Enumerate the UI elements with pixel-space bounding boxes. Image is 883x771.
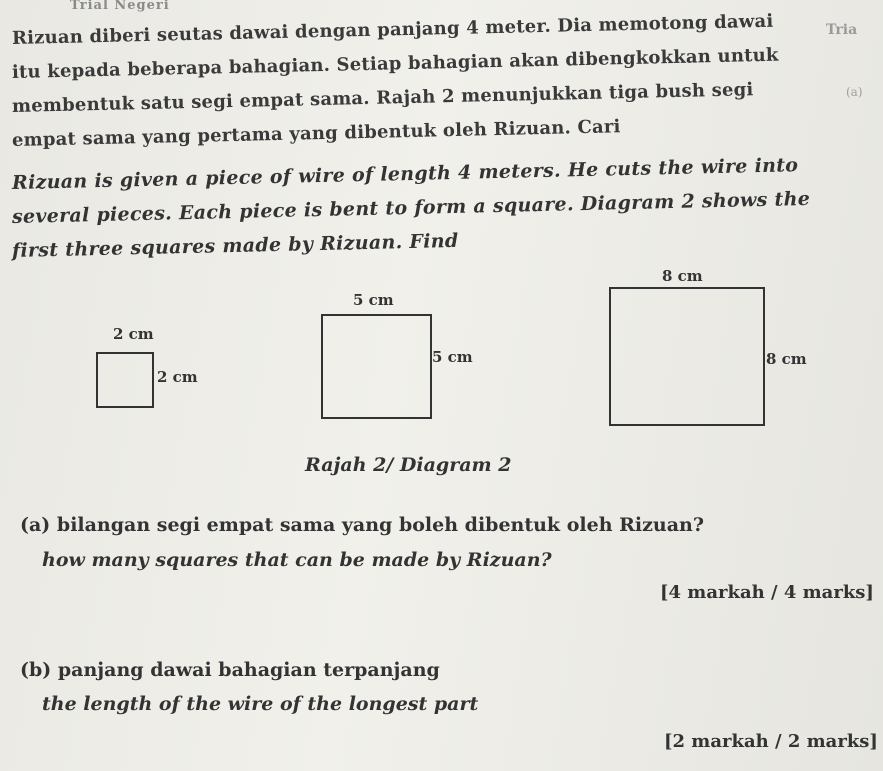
malay-line-1: Rizuan diberi seutas dawai dengan panjang 4 meter. Dia memotong dawai [11,10,774,49]
part-b-malay: (b) panjang dawai bahagian terpanjang [20,659,440,681]
square-3-side-label: 8 cm [766,350,807,368]
english-line-1: Rizuan is given a piece of wire of length 4 meters. He cuts the wire into [11,154,799,194]
diagram-caption: Rajah 2/ Diagram 2 [305,454,512,476]
square-2-top-label: 5 cm [353,291,394,309]
exam-header: Trial Negeri [70,0,170,13]
square-2-side-label: 5 cm [432,348,473,366]
square-1-top-label: 2 cm [113,325,154,343]
english-line-2: several pieces. Each piece is bent to form a square. Diagram 2 shows the [11,187,811,228]
part-a-malay: (a) bilangan segi empat sama yang boleh dibentuk oleh Rizuan? [20,514,704,536]
side-part-fragment: (a) [846,85,863,99]
malay-line-2: itu kepada beberapa bahagian. Setiap bahagian akan dibengkokkan untuk [11,44,779,83]
side-header-fragment: Tria [826,22,858,38]
square-1-side-label: 2 cm [157,368,198,386]
square-3 [609,287,765,426]
malay-line-3: membentuk satu segi empat sama. Rajah 2 menunjukkan tiga bush segi [11,79,754,117]
part-b-marks: [2 markah / 2 marks] [664,731,878,752]
malay-line-4: empat sama yang pertama yang dibentuk oleh Rizuan. Cari [11,116,621,151]
english-line-3: first three squares made by Rizuan. Find [11,229,459,262]
square-1 [96,352,154,408]
part-b-english: the length of the wire of the longest part [42,693,479,715]
square-3-top-label: 8 cm [662,267,703,285]
part-a-marks: [4 markah / 4 marks] [660,582,874,603]
part-a-english: how many squares that can be made by Rizuan? [42,549,552,571]
square-2 [321,314,432,419]
